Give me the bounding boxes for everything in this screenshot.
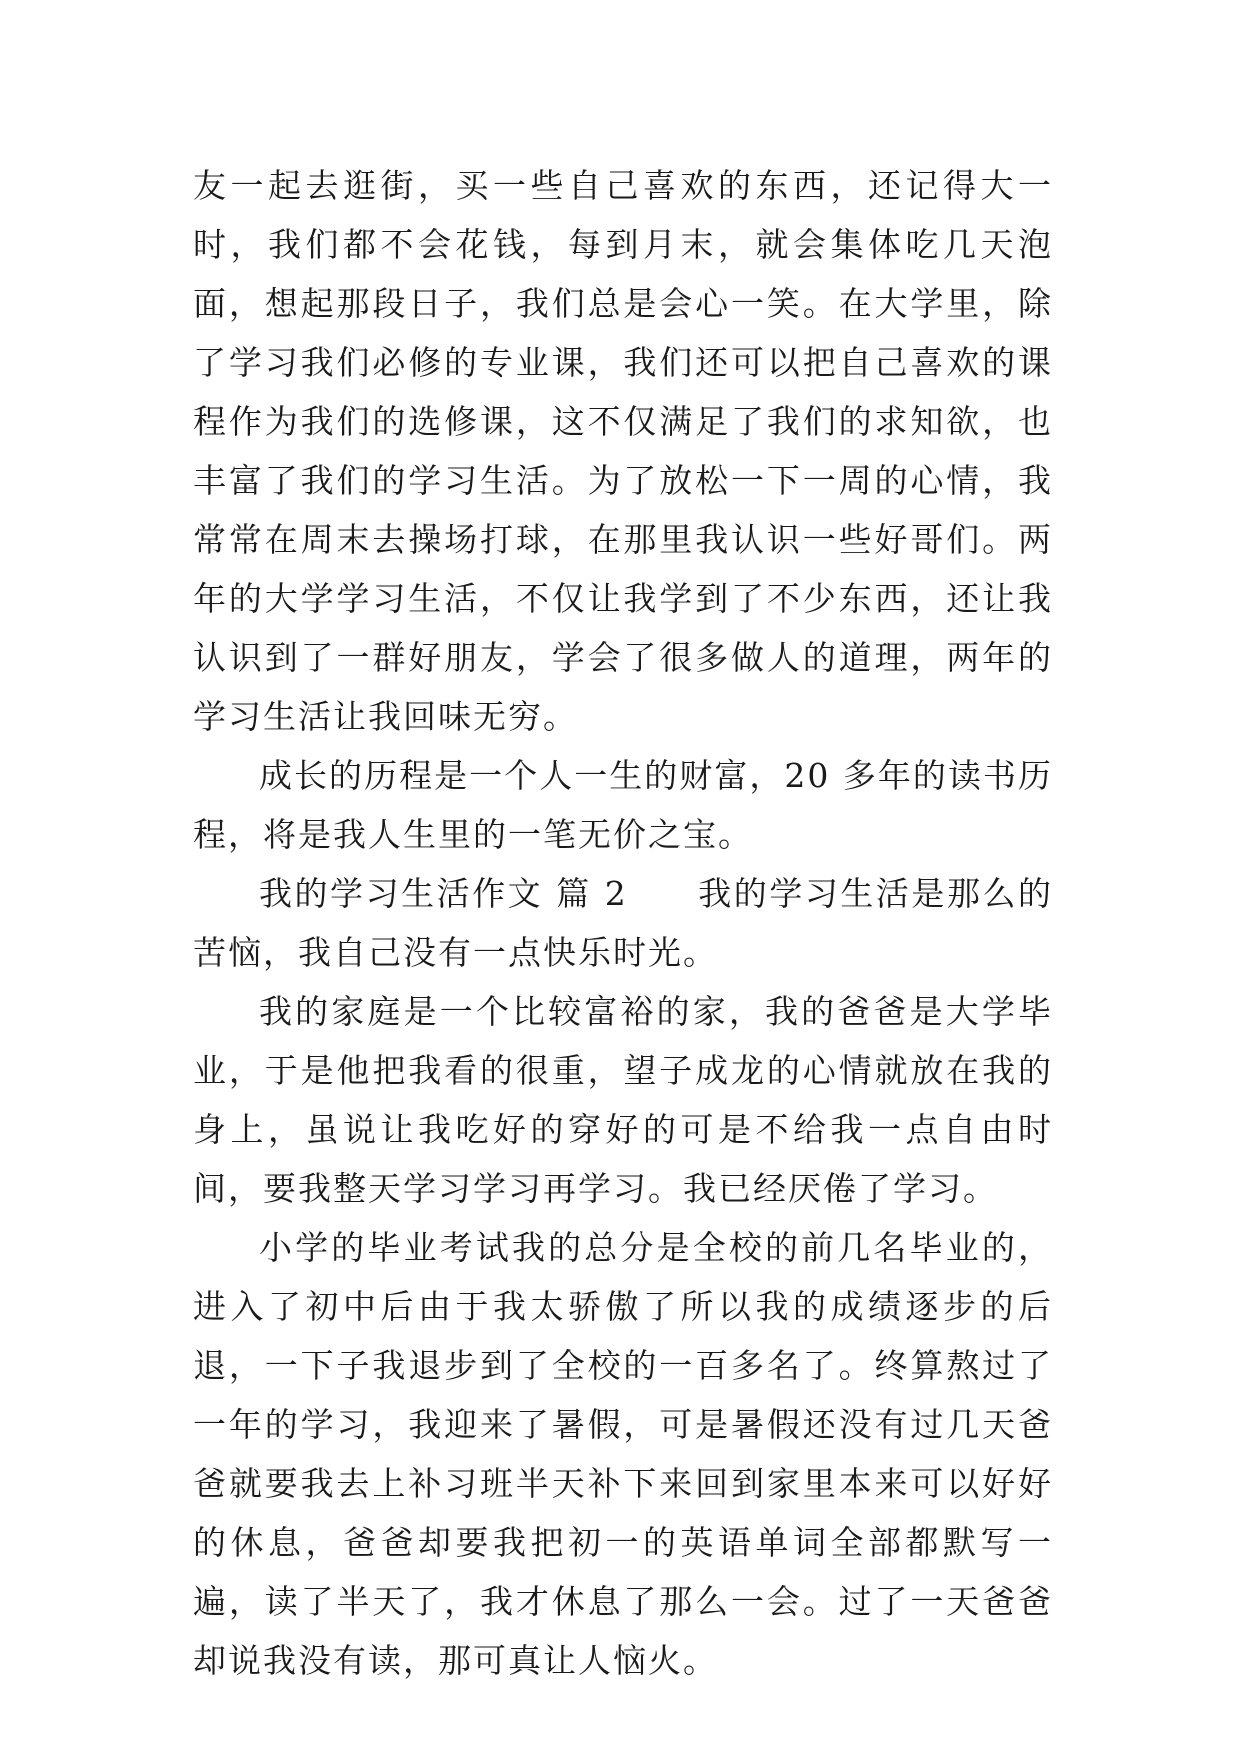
paragraph-continued: 友一起去逛街，买一些自己喜欢的东西，还记得大一时，我们都不会花钱，每到月末，就会集体吃几天泡面，想起那段日子，我们总是会心一笑。在大学里，除了学习我们必修的专业课，我们还可以把自己喜欢的课程作为我们的选修课，这不仅满足了我们的求知欲，也丰富了我们的学习生活。为了放松一下一周的心情，我常常在周末去操场打球，在那里我认识一些好哥们。两年的大学学习生活，不仅让我学到了不少东西，还让我认识到了一群好朋友，学会了很多做人的道理，两年的学习生活让我回味无穷。 [193,166,1053,736]
paragraph-essay-2-intro [193,864,1053,982]
paragraph-conclusion: 成长的历程是一个人一生的财富，20 多年的读书历程，将是我人生里的一笔无价之宝。 [193,756,1053,854]
essay-body [193,156,1053,1690]
essay-heading: 我的学习生活作文 篇 2 [259,874,628,913]
essay-2-opening: 我的学习生活是那么的苦恼，我自己没有一点快乐时光。 [193,874,1053,972]
paragraph-family: 我的家庭是一个比较富裕的家，我的爸爸是大学毕业，于是他把我看的很重，望子成龙的心情就放在我的身上，虽说让我吃好的穿好的可是不给我一点自由时间，要我整天学习学习再学习。我已经厌倦了学习。 [193,992,1053,1208]
paragraph-school: 小学的毕业考试我的总分是全校的前几名毕业的，进入了初中后由于我太骄傲了所以我的成绩逐步的后退，一下子我退步到了全校的一百多名了。终算熬过了一年的学习，我迎来了暑假，可是暑假还没有过几天爸爸就要我去上补习班半天补下来回到家里本来可以好好的休息，爸爸却要我把初一的英语单词全部都默写一遍，读了半天了，我才休息了那么一会。过了一天爸爸却说我没有读，那可真让人恼火。 [193,1228,1053,1680]
